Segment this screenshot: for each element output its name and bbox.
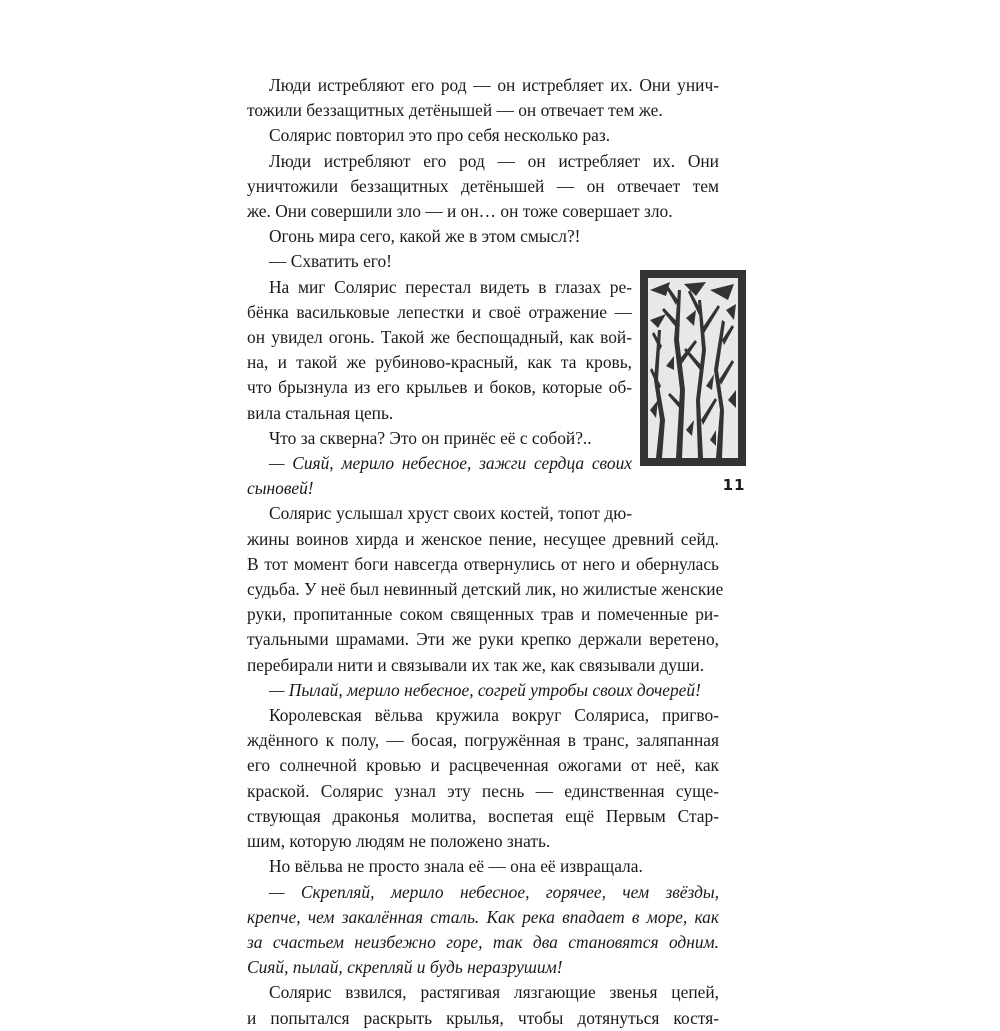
text-line: Королевская вёльва кружила вокруг Соляриса, пригво- bbox=[269, 705, 719, 726]
paragraph bbox=[247, 149, 719, 225]
paragraph-italic bbox=[247, 880, 719, 981]
text-line: — Сияй, мерило небесное, зажги сердца своих bbox=[269, 453, 632, 474]
text-line: бёнка васильковые лепестки и своё отражение — bbox=[247, 301, 632, 322]
text-line: ствующая драконья молитва, воспетая ещё Первым Стар- bbox=[247, 805, 719, 826]
paragraph bbox=[247, 224, 719, 249]
text-line: Люди истребляют его род — он истребляет их. Они унич- bbox=[269, 75, 719, 95]
text-line: На миг Солярис перестал видеть в глазах ре- bbox=[269, 276, 632, 297]
text-line: судьба. У неё был невинный детский лик, но жилистые женские bbox=[247, 579, 724, 600]
text-line: Но вёльва не просто знала её — она её извращала. bbox=[269, 856, 643, 877]
page-number: 11 bbox=[722, 476, 746, 494]
text-line: перебирали нити и связывали их так же, как связывали души. bbox=[247, 654, 705, 675]
text-line: его солнечной кровью и расцвеченная ожогами от неё, как bbox=[247, 755, 719, 776]
text-line: Солярис услышал хруст своих костей, топот дю- bbox=[269, 503, 632, 524]
text-line: Солярис взвился, растягивая лязгающие звенья цепей, bbox=[269, 982, 719, 1003]
text-line: Люди истребляют его род — он истребляет их. Они bbox=[269, 150, 719, 171]
paragraph-italic bbox=[247, 678, 719, 703]
text-line: туальными шрамами. Эти же руки крепко держали веретено, bbox=[247, 629, 719, 650]
text-line: Что за скверна? Это он принёс её с собой?.. bbox=[269, 427, 592, 448]
text-line: руки, пропитанные соком священных трав и помеченные ри- bbox=[247, 604, 719, 625]
paragraph bbox=[247, 980, 719, 1030]
body-text bbox=[247, 73, 724, 1031]
text-line: на, и такой же рубиново-красный, как та кровь, bbox=[247, 352, 632, 373]
paragraph bbox=[247, 73, 719, 123]
text-line: — Схватить его! bbox=[269, 251, 392, 272]
paragraph bbox=[247, 501, 724, 677]
text-line: крепче, чем закалённая сталь. Как река впадает в море, как bbox=[247, 906, 719, 927]
text-line: же. Они совершили зло — и он… он тоже совершает зло. bbox=[247, 201, 673, 222]
text-line: за счастьем неизбежно горе, так два становятся одним. bbox=[247, 931, 719, 952]
text-line: Солярис повторил это про себя несколько раз. bbox=[269, 125, 611, 146]
text-line: он увидел огонь. Такой же беспощадный, как вой- bbox=[247, 327, 632, 348]
text-line: Огонь мира сего, какой же в этом смысл?! bbox=[269, 226, 581, 247]
text-line: сыновей! bbox=[247, 478, 314, 499]
text-line: тожили беззащитных детёнышей — он отвечает тем же. bbox=[247, 100, 663, 121]
text-line: что брызнула из его крыльев и боков, которые об- bbox=[247, 377, 632, 398]
text-line: Сияй, пылай, скрепляй и будь неразрушим! bbox=[247, 957, 563, 978]
forest-ornament-icon bbox=[640, 270, 746, 466]
text-line: уничтожили беззащитных детёнышей — он отвечает тем bbox=[247, 175, 719, 196]
text-line: В тот момент боги навсегда отвернулись от него и обернулась bbox=[247, 553, 719, 574]
paragraph bbox=[247, 703, 719, 854]
text-line: и попытался раскрыть крылья, чтобы дотянуться костя- bbox=[247, 1007, 719, 1028]
paragraph bbox=[247, 854, 719, 879]
text-line: шим, которую людям не положено знать. bbox=[247, 831, 551, 852]
text-line: — Пылай, мерило небесное, согрей утробы своих дочерей! bbox=[269, 679, 701, 700]
text-line: — Скрепляй, мерило небесное, горячее, чем звёзды, bbox=[269, 881, 719, 902]
text-line: жины воинов хирда и женское пение, несущее древний сейд. bbox=[247, 528, 719, 549]
text-line: краской. Солярис узнал эту песнь — единственная суще- bbox=[247, 780, 719, 801]
text-line: ждённого к полу, — босая, погружённая в транс, заляпанная bbox=[247, 730, 719, 751]
paragraph bbox=[247, 123, 719, 148]
text-line: вила стальная цепь. bbox=[247, 402, 394, 423]
